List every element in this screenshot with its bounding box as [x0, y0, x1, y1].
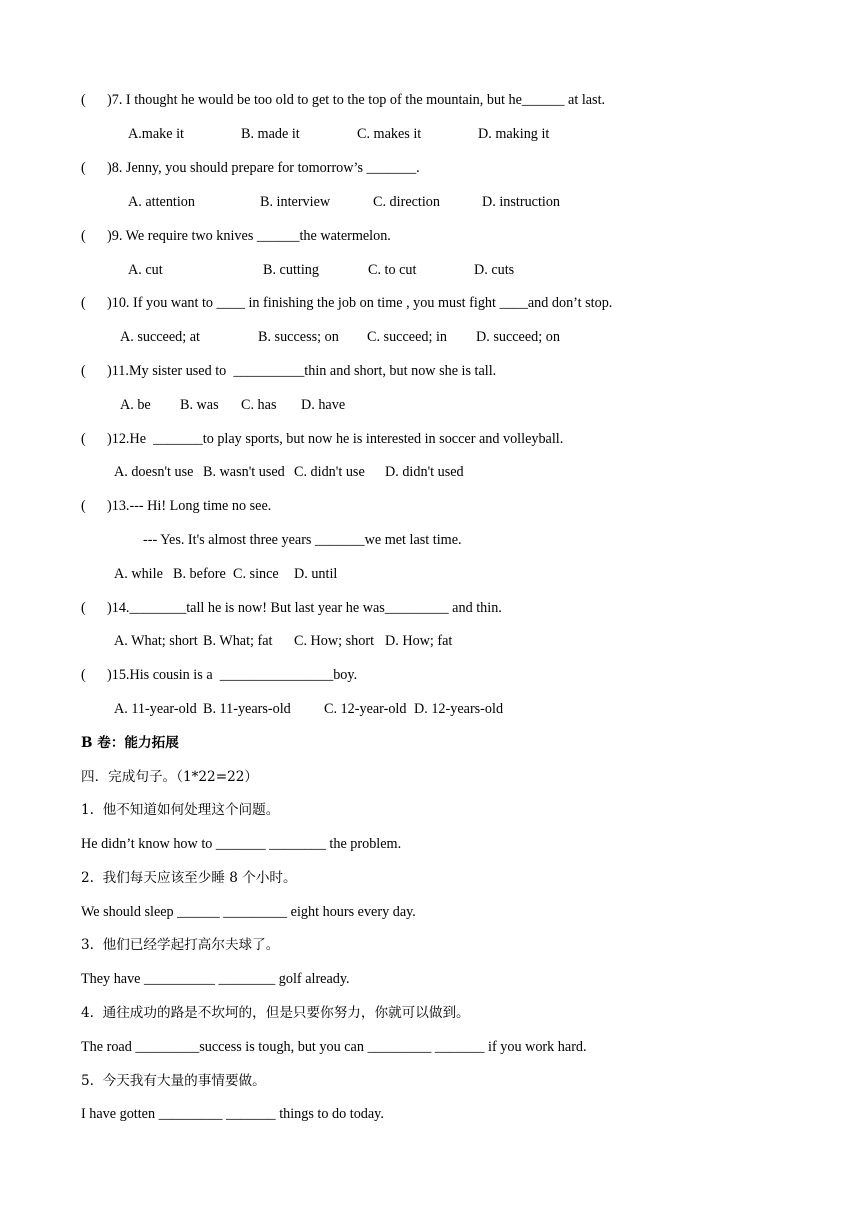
question-stem: ( )15.His cousin is a ________________boy. — [81, 667, 358, 683]
option-c: C. since — [233, 566, 279, 582]
option-c: C. makes it — [357, 126, 422, 142]
question-dialogue-line: --- Yes. It's almost three years _______we met last time. — [143, 532, 462, 548]
english-sentence: The road _________success is tough, but you can _________ _______ if you work hard. — [81, 1039, 587, 1055]
option-d: D. succeed; on — [476, 329, 560, 345]
option-b: B. made it — [241, 126, 300, 142]
question-stem: ( )11.My sister used to __________thin and short, but now she is tall. — [81, 363, 497, 379]
option-b: B. was — [180, 397, 219, 413]
option-b: B. 11-years-old — [203, 701, 291, 717]
option-a: A. attention — [128, 194, 195, 210]
option-d: D. 12-years-old — [414, 701, 504, 717]
option-a: A. be — [120, 397, 151, 413]
part-title: 四．完成句子。（1*22=22） — [81, 769, 258, 785]
chinese-sentence: 3. 他们已经学起打高尔夫球了。 — [81, 937, 280, 953]
english-sentence: He didn’t know how to _______ ________ the problem. — [81, 836, 402, 852]
option-b: B. cutting — [263, 262, 319, 278]
option-d: D. making it — [478, 126, 550, 142]
question-stem: ( )13.--- Hi! Long time no see. — [81, 498, 272, 514]
section-title: B 卷：能力拓展 — [81, 735, 179, 751]
option-d: D. have — [301, 397, 346, 413]
option-c: C. succeed; in — [367, 329, 447, 345]
option-c: C. direction — [373, 194, 440, 210]
question-stem: ( )8. Jenny, you should prepare for tomorrow’s _______. — [81, 160, 420, 176]
english-sentence: We should sleep ______ _________ eight hours every day. — [81, 904, 416, 920]
option-a: A. cut — [128, 262, 163, 278]
option-d: D. until — [294, 566, 338, 582]
english-sentence: They have __________ ________ golf already. — [81, 971, 350, 987]
chinese-sentence: 4. 通往成功的路是不坎坷的，但是只要你努力，你就可以做到。 — [81, 1005, 470, 1021]
option-c: C. has — [241, 397, 277, 413]
option-c: C. 12-year-old — [324, 701, 407, 717]
option-a: A. doesn't use — [114, 464, 194, 480]
option-c: C. didn't use — [294, 464, 365, 480]
question-stem: ( )9. We require two knives ______the watermelon. — [81, 228, 391, 244]
question-stem: ( )14.________tall he is now! But last year he was_________ and thin. — [81, 600, 502, 616]
option-b: B. interview — [260, 194, 331, 210]
option-a: A.make it — [128, 126, 184, 142]
chinese-sentence: 2. 我们每天应该至少睡 8 个小时。 — [81, 870, 297, 886]
option-d: D. How; fat — [385, 633, 453, 649]
option-a: A. while — [114, 566, 163, 582]
option-d: D. cuts — [474, 262, 515, 278]
chinese-sentence: 5. 今天我有大量的事情要做。 — [81, 1073, 266, 1089]
chinese-sentence: 1. 他不知道如何处理这个问题。 — [81, 802, 280, 818]
option-a: A. succeed; at — [120, 329, 200, 345]
question-stem: ( )10. If you want to ____ in finishing the job on time , you must fight ____and don’t stop. — [81, 295, 613, 311]
english-sentence: I have gotten _________ _______ things to do today. — [81, 1106, 384, 1122]
question-stem: ( )12.He _______to play sports, but now he is interested in soccer and volleyball. — [81, 431, 564, 447]
option-c: C. How; short — [294, 633, 375, 649]
option-b: B. success; on — [258, 329, 339, 345]
option-d: D. instruction — [482, 194, 561, 210]
option-a: A. What; short — [114, 633, 198, 649]
option-a: A. 11-year-old — [114, 701, 197, 717]
option-b: B. What; fat — [203, 633, 273, 649]
option-c: C. to cut — [368, 262, 417, 278]
option-b: B. before — [173, 566, 226, 582]
question-stem: ( )7. I thought he would be too old to get to the top of the mountain, but he______ at last. — [81, 92, 606, 108]
option-b: B. wasn't used — [203, 464, 285, 480]
option-d: D. didn't used — [385, 464, 464, 480]
